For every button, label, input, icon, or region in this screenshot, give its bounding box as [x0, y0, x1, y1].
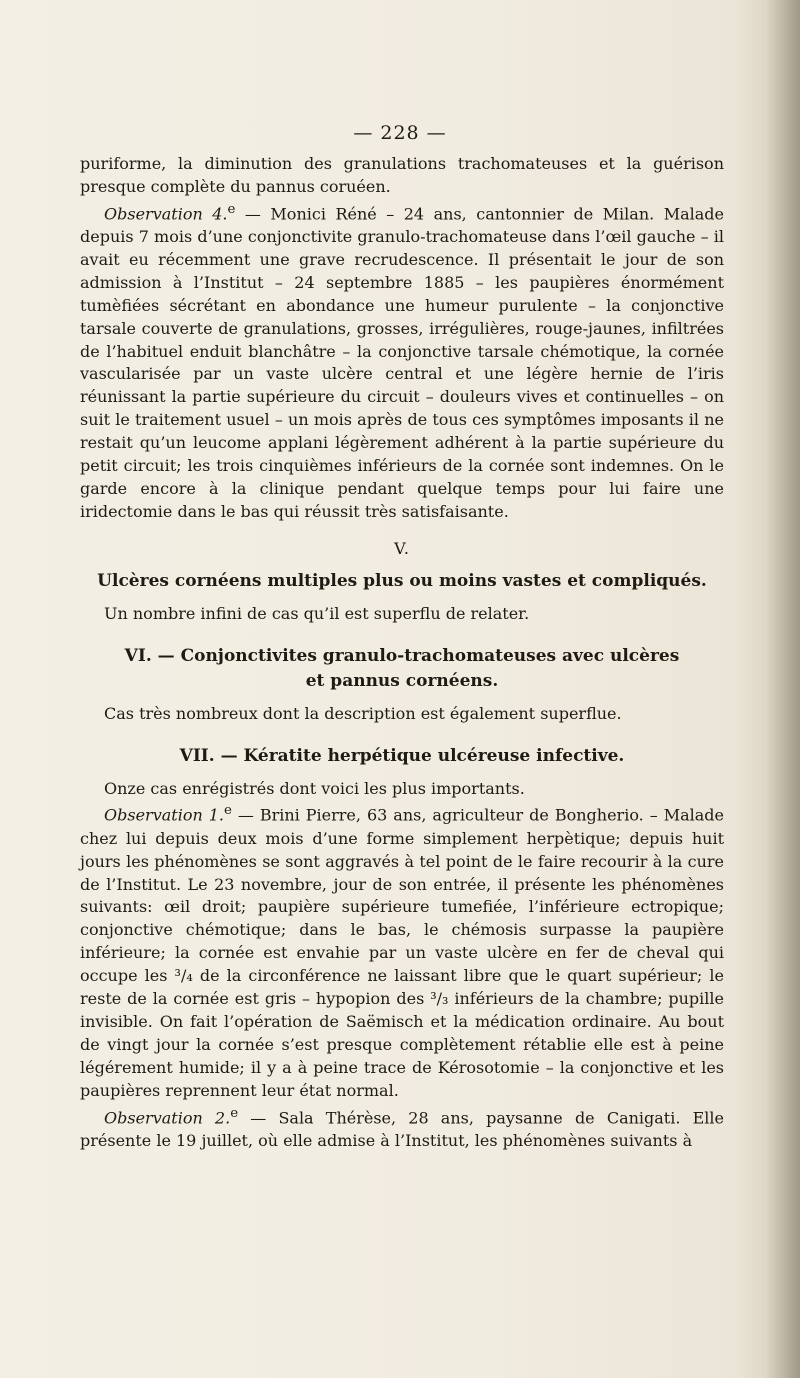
section-v-title: Ulcères cornéens multiples plus ou moins vastes et compliqués.	[97, 570, 707, 591]
section-vi-title-line1: VI. — Conjonctivites granulo-trachomateuses avec ulcères	[124, 645, 680, 666]
observation-1	[80, 800, 724, 1102]
section-v-number: V.	[394, 538, 410, 558]
observation-4	[80, 199, 724, 524]
page-edge-shadow	[766, 0, 800, 1378]
observation-2-text: — Sala Thérèse, 28 ans, paysanne de Canigati. Elle présente le 19 juillet, où elle admise à l’Institut, les phénomènes suivants à	[80, 1107, 724, 1150]
section-vi-title	[80, 644, 724, 694]
observation-1-text: — Brini Pierre, 63 ans, agriculteur de Bongherio. – Malade chez lui depuis deux mois d’une forme simplement herpètique; depuis huit jours les phénomènes se sont aggravés à tel point de le faire recourir à la cure de l’Institut. Le 23 novembre, jour de son entrée, il présente les phénomènes suivants: œil droit; paupière supérieure tumefiée, l’inférieure ectropique; conjonctive chémotique; dans le bas, le chémosis surpasse la paupière inférieure; la cornée est envahie par un vaste ulcère en fer de cheval qui occupe les ³/₄ de la circonférence ne laissant libre que le quart supérieur; le reste de la cornée est gris – hypopion des ³/₃ inférieurs de la chambre; pupille invisible. On fait l’opération de Saëmisch et la médication ordinaire. Au bout de vingt jour la cornée s’est presque complètement rétablie elle est à peine légérement humide; il y a à peine trace de Kérosotomie – la conjonctive et les paupières reprennent leur état normal.	[80, 805, 724, 1100]
observation-1-label: Observation 1.	[104, 805, 224, 825]
observation-4-sup: e	[227, 201, 236, 217]
paragraph-continuation: puriforme, la diminution des granulations trachomateuses et la guérison presque complète du pannus coruéen.	[80, 154, 724, 196]
observation-2-label: Observation 2.	[104, 1107, 231, 1127]
page-body	[80, 153, 724, 1153]
section-v-text: Un nombre infini de cas qu’il est superflu de relater.	[104, 603, 530, 623]
section-vi-title-line2: et pannus cornéens.	[305, 670, 499, 691]
observation-4-label: Observation 4.	[104, 204, 228, 224]
observation-2	[80, 1103, 724, 1153]
observation-1-sup: e	[224, 803, 232, 819]
section-vii-intro: Onze cas enrégistrés dont voici les plus importants.	[104, 778, 525, 798]
section-vii-title: VII. — Kératite herpétique ulcéreuse infective.	[179, 745, 625, 766]
observation-2-sup: e	[230, 1105, 239, 1121]
observation-4-text: — Monici Réné – 24 ans, cantonnier de Milan. Malade depuis 7 mois d’une conjonctivite granulo-trachomateuse dans l’œil gauche – il avait eu récemment une grave recrudescence. Il présentait le jour de son admission à l’Institut – 24 septembre 1885 – les paupières énormément tumèfiées sécrétant en abondance une humeur purulente – la conjonctive tarsale couverte de granulations, grosses, irrégulières, rouge-jaunes, infiltrées de l’habituel enduit blanchâtre – la conjonctive tarsale chémotique, la cornée vascularisée par un vaste ulcère central et une légère hernie de l’iris réunissant la partie supérieure du circuit – douleurs vives et continuelles – on suit le traitement usuel – un mois après de tous ces symptômes imposants il ne restait qu’un leucome applani légèrement adhérent à la partie supérieure du petit circuit; les trois cinquièmes inférieurs de la cornée sont indemnes. On le garde encore à la clinique pendant quelque temps pour lui faire une iridectomie dans le bas qui réussit très satisfaisante.	[80, 204, 725, 521]
page-number: — 228 —	[353, 122, 447, 144]
section-vi-text: Cas très nombreux dont la description est également superflue.	[104, 703, 622, 723]
